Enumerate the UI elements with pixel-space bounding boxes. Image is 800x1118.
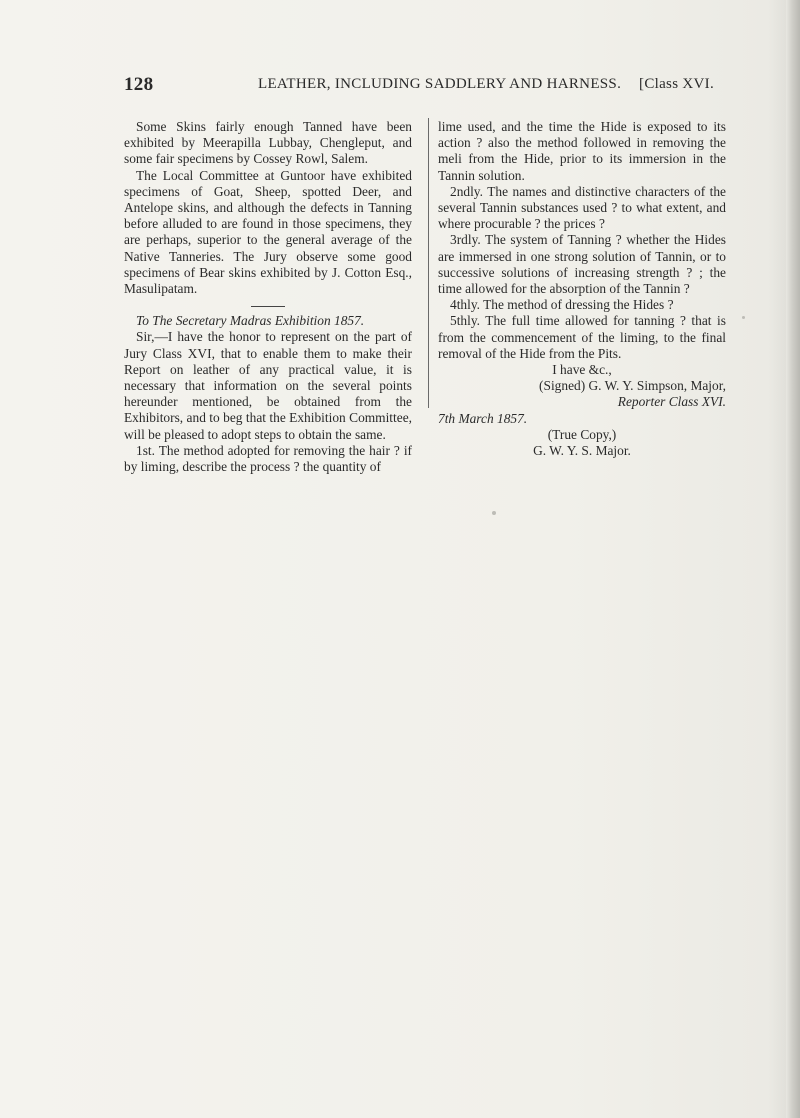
left-column (124, 119, 412, 475)
paragraph-fourth-point: 4thly. The method of dressing the Hides ? (450, 297, 674, 313)
section-rule (251, 306, 285, 307)
paragraph-letter-body: Sir,—I have the honor to represent on the part of Jury Class XVI, that to enable them to make their Report on leather of any practical value, it is necessary that information on the several points hereunder mentioned, be obtained from the Exhibitors, and to beg that the Exhibition Committee, will be pleased to adopt steps to obtain the same. (124, 329, 412, 442)
page-number: 128 (124, 74, 154, 95)
paragraph-first-point: 1st. The method adopted for removing the hair ? if by liming, describe the process ? the quantity of (124, 442, 412, 475)
paragraph-guntoor-committee: The Local Committee at Guntoor have exhibited specimens of Goat, Sheep, spotted Deer, and Antelope skins, and although the defects in Tanning before alluded to are found in those specimens, they are perhaps, superior to the general average of the Native Tanneries. The Jury observe some good specimens of Bear skins exhibited by J. Cotton Esq., Masulipatam. (124, 167, 412, 297)
running-title: LEATHER, INCLUDING SADDLERY AND HARNESS. (258, 76, 622, 92)
paragraph-third-point: 3rdly. The system of Tanning ? whether the Hides are immersed in one strong solution of Tannin, or to successive solutions of increasing strength ? ; the time allowed for the absorption of the Tannin ? (438, 232, 726, 297)
reporter-line: Reporter Class XVI. (617, 394, 726, 410)
paragraph-fifth-point: 5thly. The full time allowed for tanning ? that is from the commencement of the liming, to the final removal of the Hide from the Pits. (438, 313, 726, 361)
column-divider (428, 118, 429, 408)
true-copy-line: (True Copy,) (547, 426, 617, 442)
letter-address: To The Secretary Madras Exhibition 1857. (136, 313, 365, 329)
letter-date: 7th March 1857. (438, 410, 528, 426)
paper-speck (742, 316, 745, 319)
signed-line: (Signed) G. W. Y. Simpson, Major, (539, 378, 726, 394)
paragraph-first-point-continued: lime used, and the time the Hide is exposed to its action ? also the method followed in removing the meli from the Hide, prior to its immersion in the Tannin solution. (438, 119, 726, 183)
running-head (124, 74, 714, 96)
class-label: [Class XVI. (639, 76, 714, 92)
paragraph-second-point: 2ndly. The names and distinctive characters of the several Tannin substances used ? to what extent, and where procurable ? the prices ? (438, 183, 726, 232)
right-column (438, 119, 726, 459)
copy-signature-line: G. W. Y. S. Major. (533, 443, 631, 459)
paper-speck (492, 511, 496, 515)
paragraph-skins-exhibitors: Some Skins fairly enough Tanned have been exhibited by Meerapilla Lubbay, Chengleput, and some fair specimens by Cossey Rowl, Salem. (124, 119, 412, 167)
page-edge-shadow (786, 0, 800, 1118)
closing-line: I have &c., (552, 362, 612, 378)
